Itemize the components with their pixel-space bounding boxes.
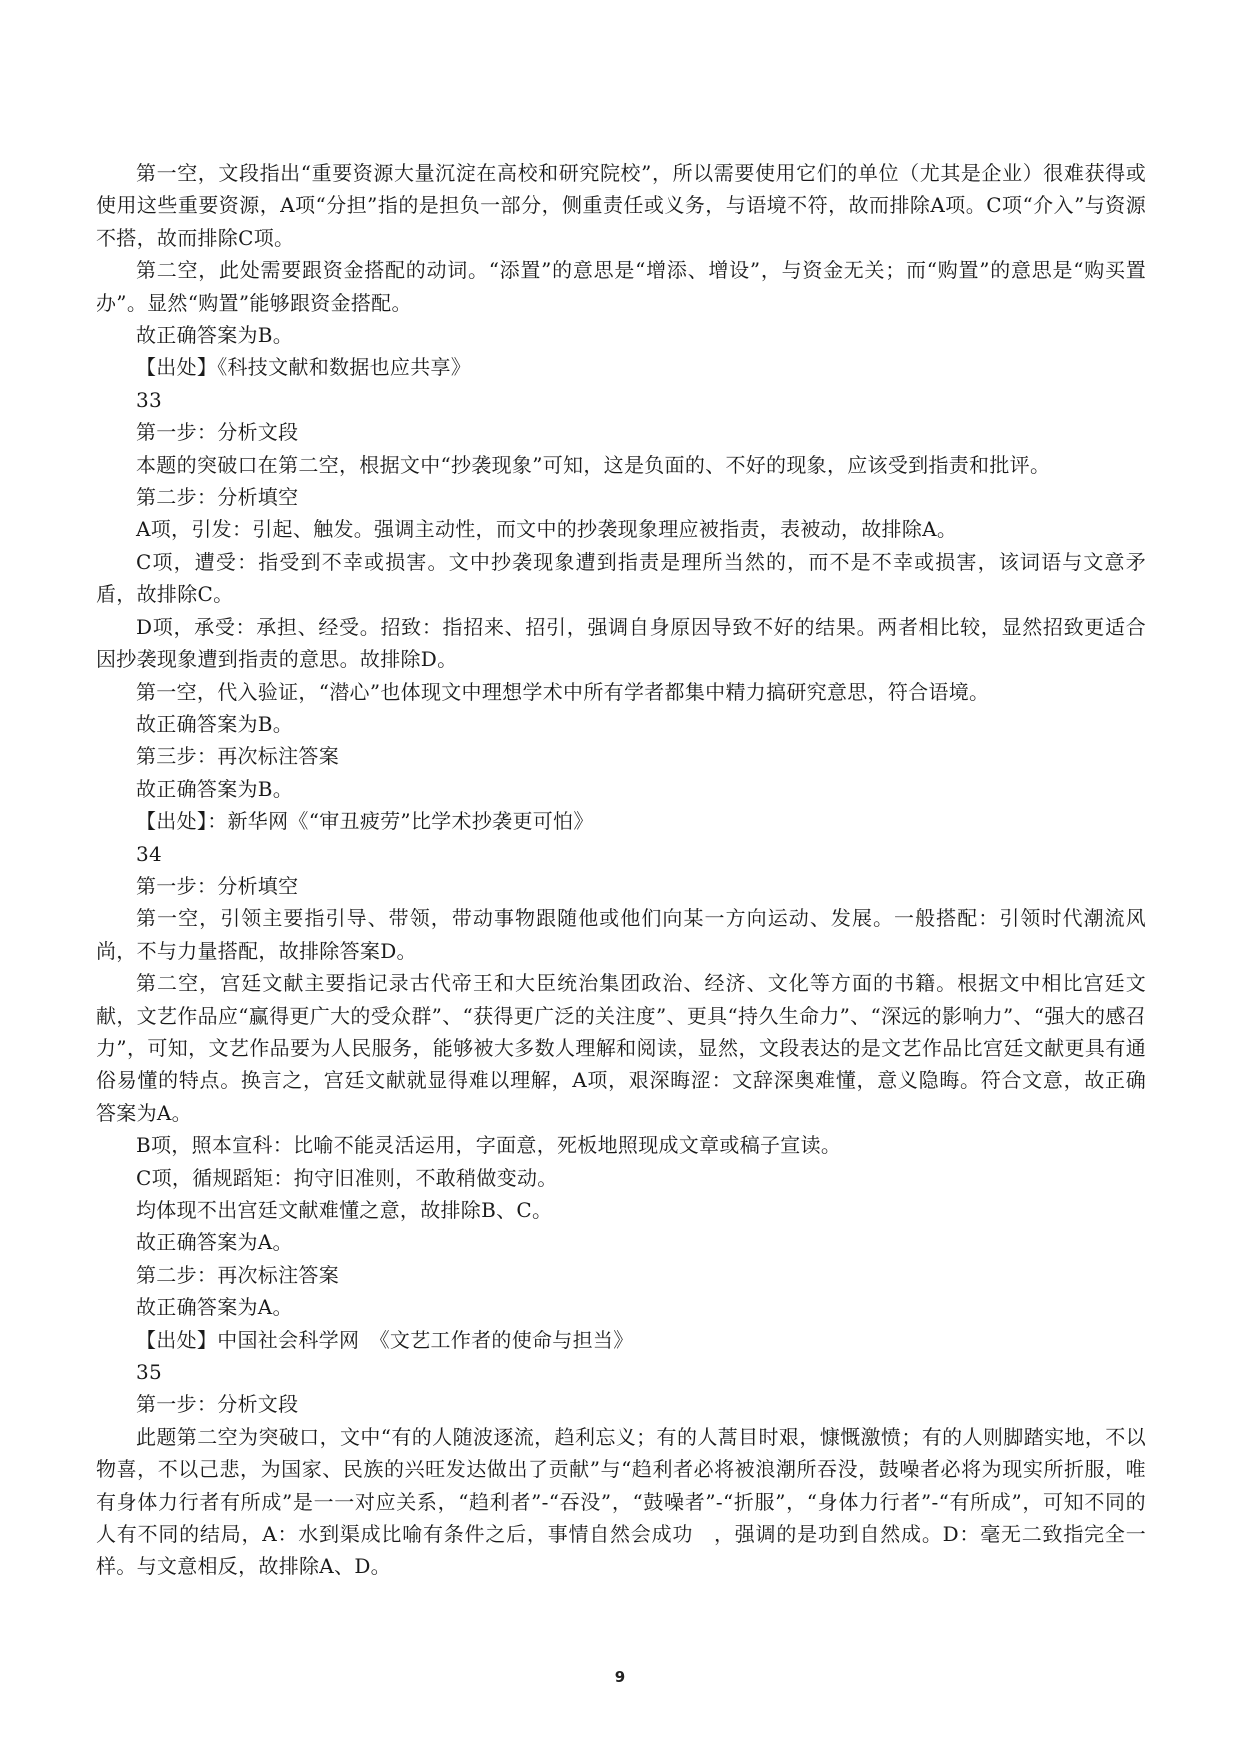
answer-line: 故正确答案为A。 <box>136 1295 293 1320</box>
step-heading: 第二步：分析填空 <box>136 485 299 510</box>
answer-line: 故正确答案为B。 <box>136 323 294 348</box>
question-number: 35 <box>136 1360 163 1385</box>
document-body <box>96 157 1146 1583</box>
option-analysis: D项，承受：承担、经受。招致：指招来、招引，强调自身原因导致不好的结果。两者相比较，显然招致更适合因抄袭现象遭到指责的意思。故排除D。 <box>96 614 1146 672</box>
paragraph: 第二空，此处需要跟资金搭配的动词。“添置”的意思是“增添、增设”，与资金无关；而“购置”的意思是“购买置办”。显然“购置”能够跟资金搭配。 <box>96 258 1146 315</box>
paragraph: 第一空，引领主要指引导、带领，带动事物跟随他或他们向某一方向运动、发展。一般搭配：引领时代潮流风尚，不与力量搭配，故排除答案D。 <box>96 906 1146 963</box>
answer-line: 故正确答案为B。 <box>136 776 294 801</box>
question-number: 33 <box>136 387 163 412</box>
step-heading: 第一步：分析文段 <box>136 1392 299 1417</box>
answer-line: 故正确答案为B。 <box>136 711 294 736</box>
option-analysis: C项，循规蹈矩：拘守旧准则，不敢稍做变动。 <box>136 1165 558 1190</box>
question-number: 34 <box>136 841 163 866</box>
paragraph: 第二空，宫廷文献主要指记录古代帝王和大臣统治集团政治、经济、文化等方面的书籍。根据文中相比宫廷文献，文艺作品应“赢得更广大的受众群”、“获得更广泛的关注度”、更具“持久生命力”、“深远的影响力”、“强大的感召力”，可知，文艺作品要为人民服务，能够被大多数人理解和阅读，显然，文段表达的是文艺作品比宫廷文献更具有通俗易懂的特点。换言之，宫廷文献就显得难以理解，A项，艰深晦涩：文辞深奥难懂，意义隐晦。符合文意，故正确答案为A。 <box>96 971 1146 1125</box>
option-analysis: C项，遭受：指受到不幸或损害。文中抄袭现象遭到指责是理所当然的，而不是不幸或损害，该词语与文意矛盾，故排除C。 <box>96 549 1146 607</box>
source-citation: 【出处】《科技文献和数据也应共享》 <box>136 355 472 380</box>
source-citation: 【出处】：新华网《“审丑疲劳”比学术抄袭更可怕》 <box>136 809 594 834</box>
paragraph: 第一空，代入验证，“潜心”也体现文中理想学术中所有学者都集中精力搞研究意思，符合语境。 <box>136 679 990 704</box>
paragraph: 第一空，文段指出“重要资源大量沉淀在高校和研究院校”，所以需要使用它们的单位（尤其是企业）很难获得或使用这些重要资源，A项“分担”指的是担负一部分，侧重责任或义务，与语境不符，故而排除A项。C项“介入”与资源不搭，故而排除C项。 <box>96 161 1146 250</box>
page-number: 9 <box>614 1668 626 1686</box>
step-heading: 第一步：分析填空 <box>136 873 299 898</box>
paragraph: 此题第二空为突破口，文中“有的人随波逐流，趋利忘义；有的人蒿目时艰，慷慨激愤；有的人则脚踏实地，不以物喜，不以己悲，为国家、民族的兴旺发达做出了贡献”与“趋利者必将被浪潮所吞没，鼓噪者必将为现实所折服，唯有身体力行者有所成”是一一对应关系，“趋利者”-“吞没”，“鼓噪者”-“折服”，“身体力行者”-“有所成”，可知不同的人有不同的结局，A：水到渠成比喻有条件之后，事情自然会成功 ，强调的是功到自然成。D：毫无二致指完全一样。与文意相反，故排除A、D。 <box>96 1424 1146 1579</box>
answer-line: 故正确答案为A。 <box>136 1230 293 1255</box>
paragraph: 本题的突破口在第二空，根据文中“抄袭现象”可知，这是负面的、不好的现象，应该受到指责和批评。 <box>136 452 1051 477</box>
option-analysis: B项，照本宣科：比喻不能灵活运用，字面意，死板地照现成文章或稿子宣读。 <box>136 1133 842 1158</box>
option-analysis: A项，引发：引起、触发。强调主动性，而文中的抄袭现象理应被指责，表被动，故排除A。 <box>136 517 958 542</box>
source-citation: 【出处】中国社会科学网 《文艺工作者的使命与担当》 <box>136 1327 634 1352</box>
step-heading: 第二步：再次标注答案 <box>136 1262 339 1287</box>
step-heading: 第三步：再次标注答案 <box>136 744 339 769</box>
step-heading: 第一步：分析文段 <box>136 420 299 445</box>
paragraph: 均体现不出宫廷文献难懂之意，故排除B、C。 <box>136 1198 553 1222</box>
